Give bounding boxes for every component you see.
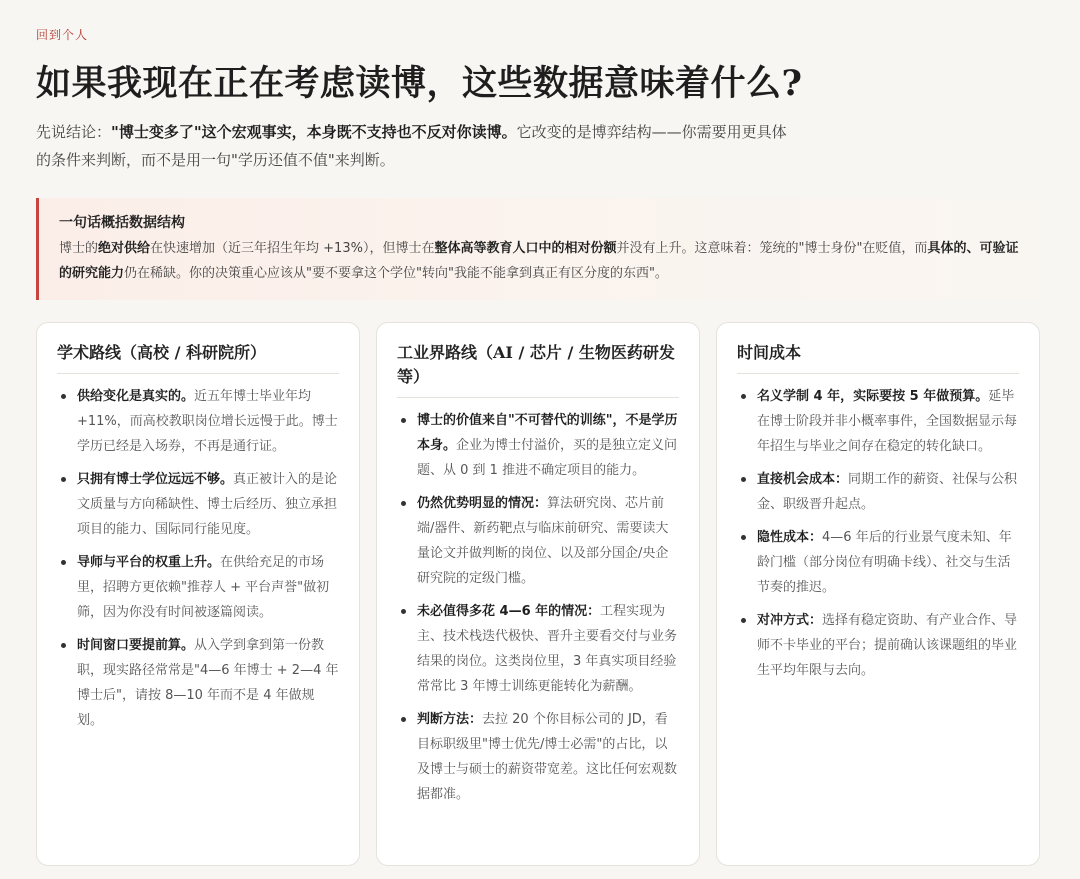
item-lead: 博士的价值来自"不可替代的训练"，不是学历本身。 <box>417 413 678 453</box>
lead-bold: "博士变多了"这个宏观事实，本身既不支持也不反对你读博。 <box>111 123 517 141</box>
item-text: 延毕在博士阶段并非小概率事件，全国数据显示每年招生与毕业之间存在稳定的转化缺口。 <box>757 389 1018 454</box>
summary-title: 一句话概括数据结构 <box>59 215 185 231</box>
card-industry-route <box>376 322 700 866</box>
summary-segment: 博士的 <box>59 241 99 256</box>
card-title: 学术路线（高校 / 科研院所） <box>57 341 339 374</box>
card-list <box>737 384 1019 683</box>
summary-segment-bold: 整体高等教育人口中的相对份额 <box>434 241 617 256</box>
item-text: 4—6 年后的行业景气度未知、年龄门槛（部分岗位有明确卡线）、社交与生活节奏的推迟。 <box>757 530 1012 595</box>
list-item <box>57 384 339 459</box>
card-title: 工业界路线（AI / 芯片 / 生物医药研发等） <box>397 341 679 398</box>
summary-segment: 并没有上升。这意味着：笼统的"博士身份"在贬值，而 <box>616 241 928 256</box>
item-text: 同期工作的薪资、社保与公积金、职级晋升起点。 <box>757 472 1018 512</box>
item-lead: 时间窗口要提前算。 <box>77 638 195 653</box>
card-time-cost <box>716 322 1040 866</box>
item-text: 近五年博士毕业年均 +11%，而高校教职岗位增长远慢于此。博士学历已经是入场券，不再是通行证。 <box>77 389 338 454</box>
item-text: 工程实现为主、技术栈迭代极快、晋升主要看交付与业务结果的岗位。这类岗位里，3 年真实项目经验常常比 3 年博士训练更能转化为薪酬。 <box>417 604 678 694</box>
item-text: 选择有稳定资助、有产业合作、导师不卡毕业的平台；提前确认该课题组的毕业生平均年限与去向。 <box>757 613 1018 678</box>
item-text: 企业为博士付溢价，买的是独立定义问题、从 0 到 1 推进不确定项目的能力。 <box>417 438 678 478</box>
summary-segment: 在快速增加（近三年招生年均 +13%），但博士在 <box>150 241 435 256</box>
card-list <box>397 408 679 807</box>
list-item <box>397 599 679 699</box>
item-text: 真正被计入的是论文质量与方向稀缺性、博士后经历、独立承担项目的能力、国际同行能见度。 <box>77 472 338 537</box>
list-item <box>397 707 679 807</box>
list-item <box>397 491 679 591</box>
item-lead: 供给变化是真实的。 <box>77 389 195 404</box>
list-item <box>57 550 339 625</box>
back-to-personal-link[interactable]: 回到个人 <box>36 28 89 42</box>
item-lead: 仍然优势明显的情况： <box>417 496 548 511</box>
card-list <box>57 384 339 733</box>
item-lead: 直接机会成本： <box>757 472 849 487</box>
lead-paragraph <box>36 118 796 174</box>
item-lead: 隐性成本： <box>757 530 823 545</box>
list-item <box>57 467 339 542</box>
lead-prefix: 先说结论： <box>36 123 112 141</box>
item-text: 从入学到拿到第一份教职，现实路径常常是"4—6 年博士 + 2—4 年博士后"，请按 8—10 年而不是 4 年做规划。 <box>77 638 339 728</box>
page-title: 如果我现在正在考虑读博，这些数据意味着什么? <box>36 63 803 104</box>
card-academic-route <box>36 322 360 866</box>
card-title: 时间成本 <box>737 341 1019 374</box>
item-text: 算法研究岗、芯片前端/器件、新药靶点与临床前研究、需要读大量论文并做判断的岗位、以及部分国企/央企研究院的定级门槛。 <box>417 496 669 586</box>
item-lead: 名义学制 4 年，实际要按 5 年做预算。 <box>757 389 989 404</box>
list-item <box>57 633 339 733</box>
item-lead: 导师与平台的权重上升。 <box>77 555 221 570</box>
item-lead: 判断方法： <box>417 712 483 727</box>
item-text: 去拉 20 个你目标公司的 JD，看目标职级里"博士优先/博士必需"的占比，以及博士与硕士的薪资带宽差。这比任何宏观数据都准。 <box>417 712 678 802</box>
summary-segment: 仍在稀缺。你的决策重心应该从"要不要拿这个学位"转向"我能不能拿到真正有区分度的东西"。 <box>124 266 668 281</box>
list-item <box>737 384 1019 459</box>
list-item <box>737 525 1019 600</box>
list-item <box>737 467 1019 517</box>
summary-segment-bold: 具体的、可验证的研究能力 <box>59 241 1019 281</box>
summary-segment-bold: 绝对供给 <box>98 241 151 256</box>
item-lead: 只拥有博士学位远远不够。 <box>77 472 234 487</box>
item-text: 在供给充足的市场里，招聘方更依赖"推荐人 + 平台声誉"做初筛，因为你没有时间被逐篇阅读。 <box>77 555 330 620</box>
item-lead: 对冲方式： <box>757 613 823 628</box>
list-item <box>397 408 679 483</box>
item-lead: 未必值得多花 4—6 年的情况： <box>417 604 601 619</box>
summary-callout <box>36 198 1042 300</box>
lead-rest: 它改变的是博弈结构——你需要用更具体的条件来判断，而不是用一句"学历还值不值"来判断。 <box>36 123 787 169</box>
summary-body <box>59 236 1024 286</box>
list-item <box>737 608 1019 683</box>
